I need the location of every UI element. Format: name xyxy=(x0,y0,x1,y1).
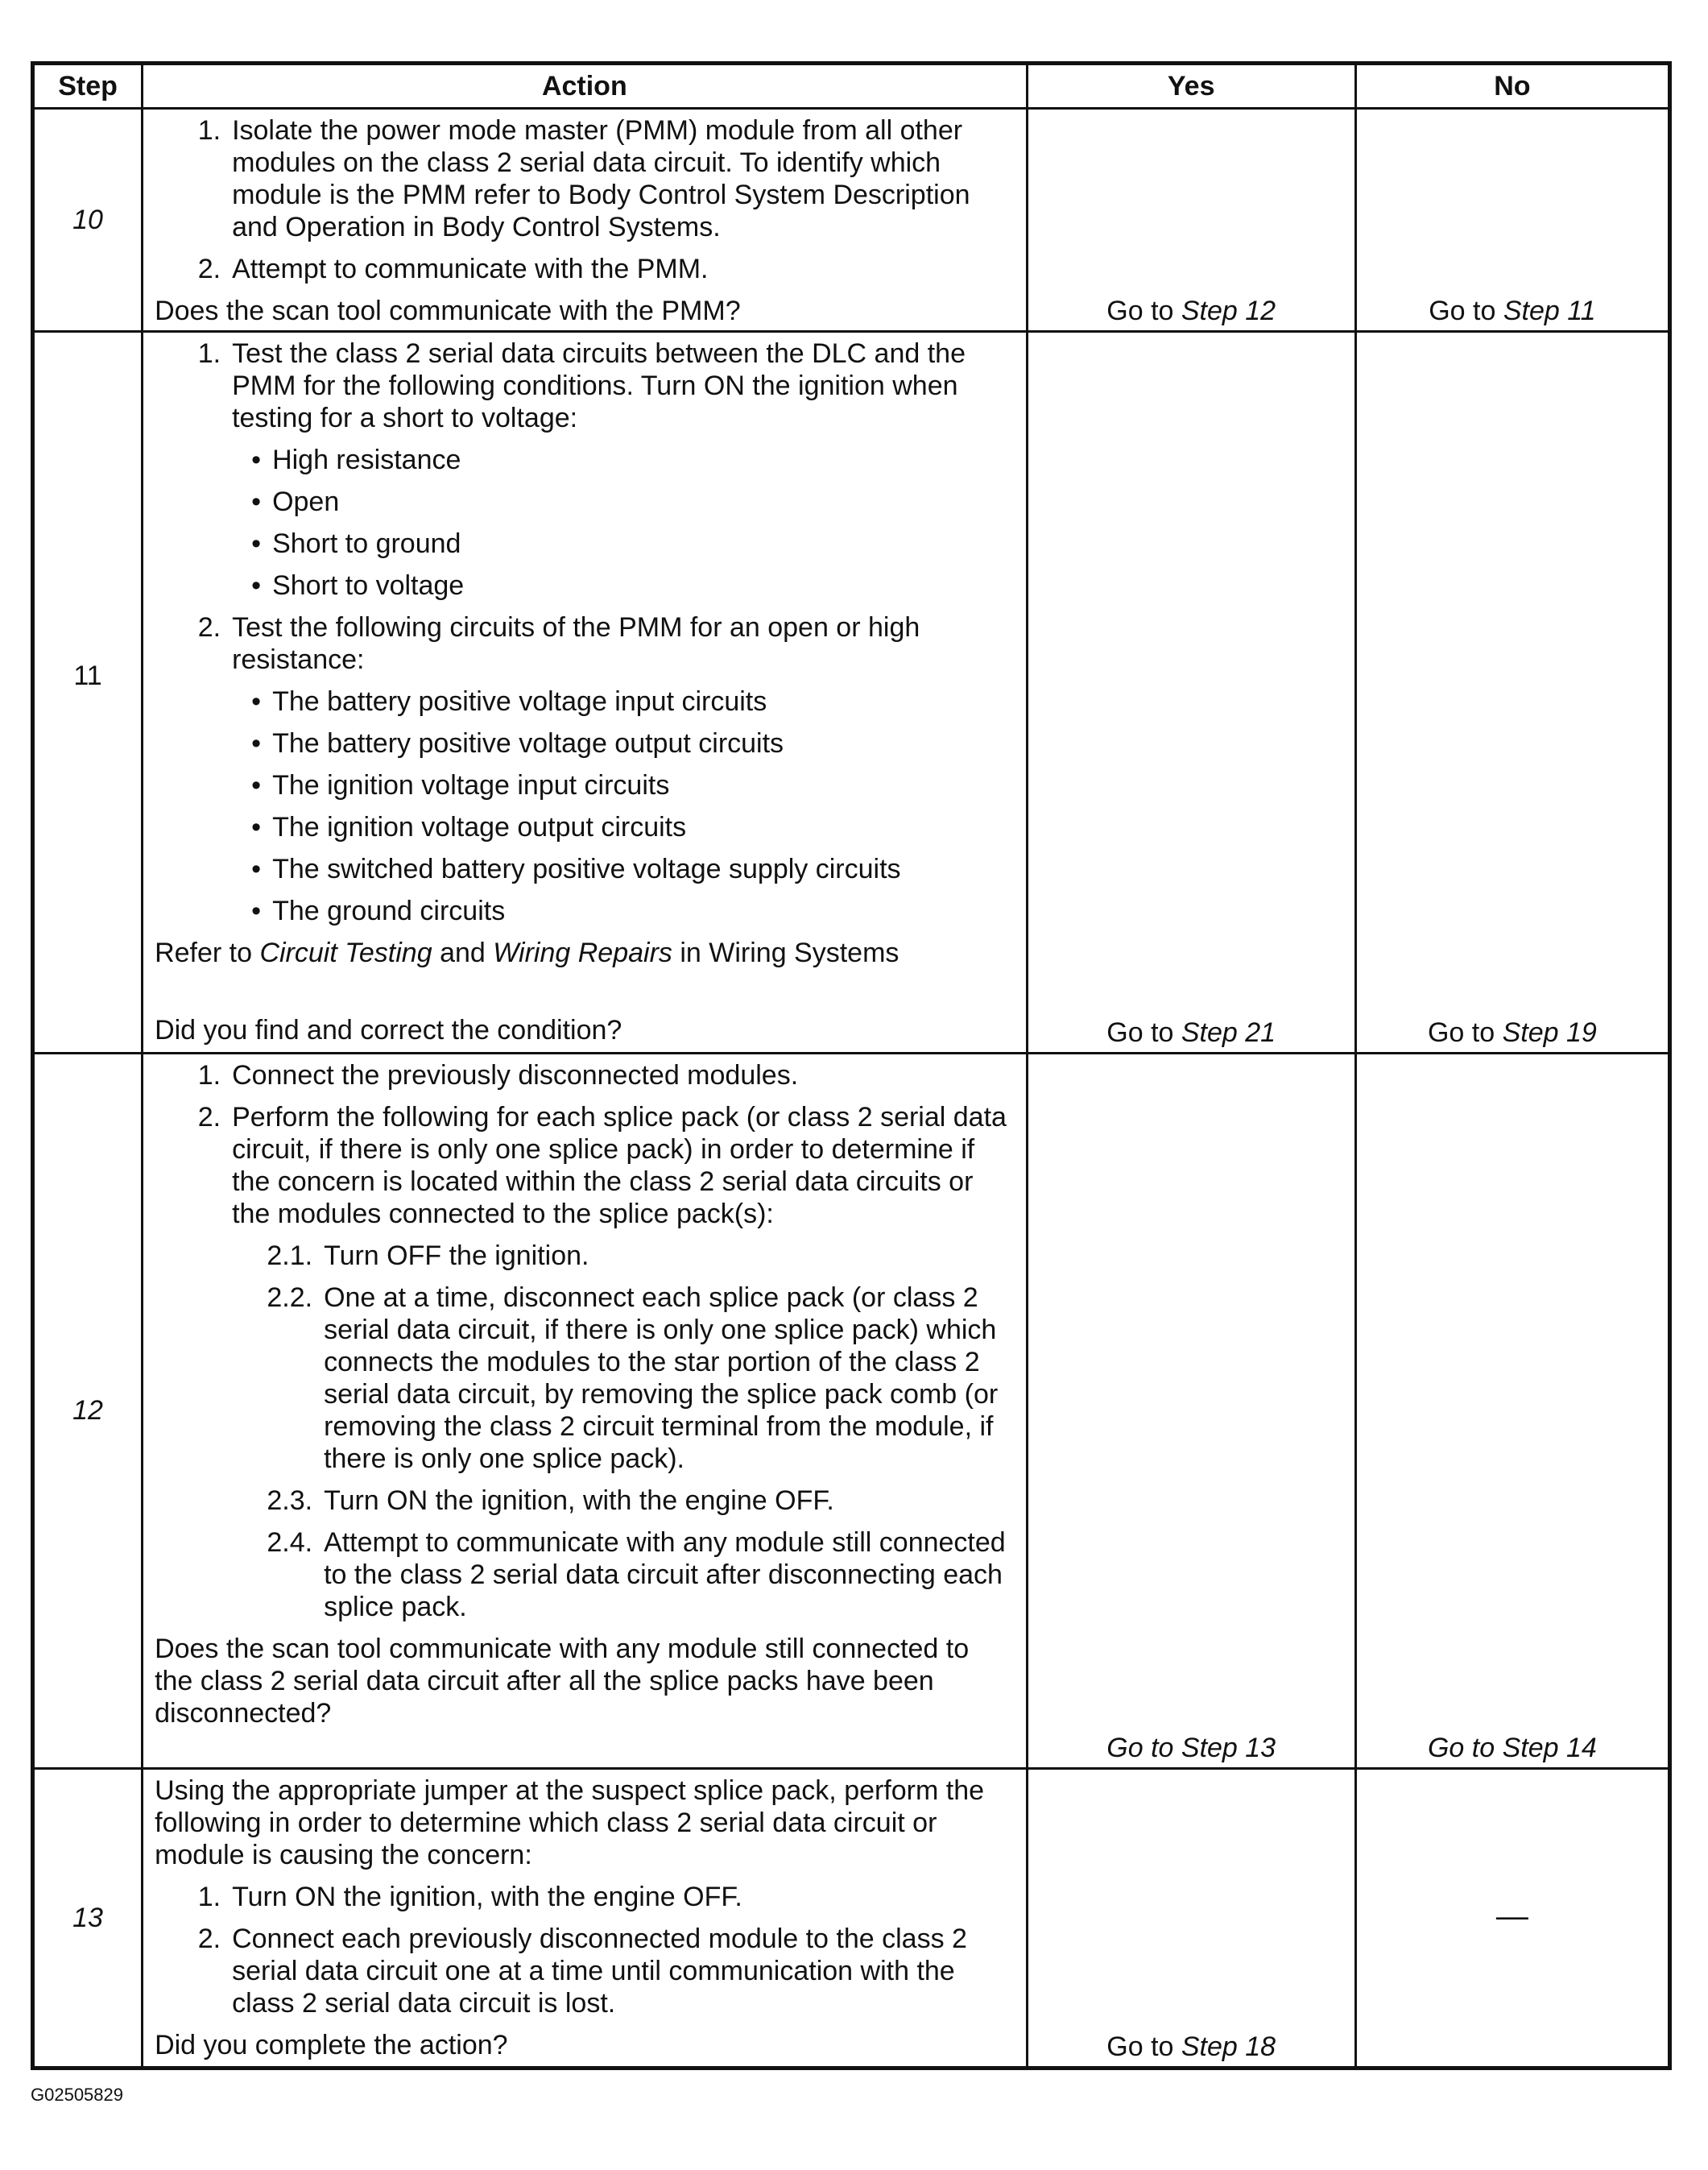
question: Does the scan tool communicate with the PMM? xyxy=(155,296,741,326)
header-step: Step xyxy=(33,64,143,109)
sub-item: 2.2. One at a time, disconnect each splice pack (or class 2 serial data circuit, if there is only one splice pack) which connects the modules to the star portion of the class 2 serial data circuit, by removing the splice pack comb (or removing the class 2 circuit terminal from the module, if there is only one splice pack). xyxy=(267,1282,999,1474)
no-cell: Go to Step 11 xyxy=(1355,109,1669,332)
list-item: 2. Perform the following for each splice pack (or class 2 serial data circuit, if there is only one splice pack) in order to determine if the concern is located within the class 2 serial data circuits or the modules connected to the splice pack(s): xyxy=(197,1102,1007,1229)
question: Did you find and correct the condition? xyxy=(155,1015,622,1046)
bullet-item: • High resistance xyxy=(251,445,461,475)
step-number: 11 xyxy=(33,332,143,1054)
step-number: 10 xyxy=(33,109,143,332)
yes-cell: Go to Step 13 xyxy=(1027,1054,1355,1769)
step-10-row xyxy=(33,109,1670,332)
yes-cell: Go to Step 18 xyxy=(1027,1769,1355,2069)
sub-item: 2.4. Attempt to communicate with any module still connected to the class 2 serial data circuit after disconnecting each splice pack. xyxy=(267,1527,1006,1622)
no-cell: Go to Step 14 xyxy=(1355,1054,1669,1769)
step-number: 12 xyxy=(33,1054,143,1769)
no-cell: — xyxy=(1355,1769,1669,2069)
sub-item: 2.1. Turn OFF the ignition. xyxy=(267,1240,589,1271)
list-item: 1. Test the class 2 serial data circuits between the DLC and the PMM for the following conditions. Turn ON the ignition when testing for a short to voltage: xyxy=(197,338,966,433)
bullet-item: • The battery positive voltage input circuits xyxy=(251,686,767,717)
list-item: 2. Attempt to communicate with the PMM. xyxy=(197,254,709,284)
header-yes: Yes xyxy=(1027,64,1355,109)
bullet-item: • The switched battery positive voltage supply circuits xyxy=(251,854,901,884)
action-cell xyxy=(143,332,1028,1054)
diagnostic-table xyxy=(31,61,1672,2070)
step-number: 13 xyxy=(33,1769,143,2069)
bullet-item: • Short to voltage xyxy=(251,570,465,601)
action-cell xyxy=(143,109,1028,332)
refer-text: Refer to Circuit Testing and Wiring Repairs in Wiring Systems xyxy=(155,938,899,968)
sub-item: 2.3. Turn ON the ignition, with the engine OFF. xyxy=(267,1485,834,1516)
bullet-item: • The ignition voltage input circuits xyxy=(251,770,670,801)
bullet-item: • The battery positive voltage output circuits xyxy=(251,728,784,759)
list-item: 2. Test the following circuits of the PMM for an open or high resistance: xyxy=(197,612,920,675)
list-item: 1. Turn ON the ignition, with the engine OFF. xyxy=(197,1882,742,1912)
figure-id: G02505829 xyxy=(31,2085,123,2105)
question: Does the scan tool communicate with any module still connected to the class 2 serial data circuit after all the splice packs have been disconnected? xyxy=(155,1634,970,1729)
action-cell xyxy=(143,1769,1028,2069)
intro-text: Using the appropriate jumper at the suspect splice pack, perform the following in order to determine which class 2 serial data circuit or module is causing the concern: xyxy=(155,1775,985,1870)
bullet-item: • The ignition voltage output circuits xyxy=(251,812,687,843)
bullet-item: • Short to ground xyxy=(251,528,461,559)
step-12-row xyxy=(33,1054,1670,1769)
list-item: 1. Isolate the power mode master (PMM) module from all other modules on the class 2 serial data circuit. To identify which module is the PMM refer to Body Control System Description and Operation in Body Control Systems. xyxy=(197,115,970,242)
list-item: 2. Connect each previously disconnected module to the class 2 serial data circuit one at a time until communication with the class 2 serial data circuit is lost. xyxy=(197,1924,967,2019)
yes-cell: Go to Step 12 xyxy=(1027,109,1355,332)
action-cell xyxy=(143,1054,1028,1769)
list-item: 1. Connect the previously disconnected modules. xyxy=(197,1060,799,1091)
header-row xyxy=(33,64,1670,109)
step-11-row xyxy=(33,332,1670,1054)
bullet-item: • The ground circuits xyxy=(251,896,506,926)
bullet-item: • Open xyxy=(251,487,340,517)
no-cell: Go to Step 19 xyxy=(1355,332,1669,1054)
header-action: Action xyxy=(143,64,1028,109)
question: Did you complete the action? xyxy=(155,2030,508,2060)
step-13-row xyxy=(33,1769,1670,2069)
header-no: No xyxy=(1355,64,1669,109)
yes-cell: Go to Step 21 xyxy=(1027,332,1355,1054)
